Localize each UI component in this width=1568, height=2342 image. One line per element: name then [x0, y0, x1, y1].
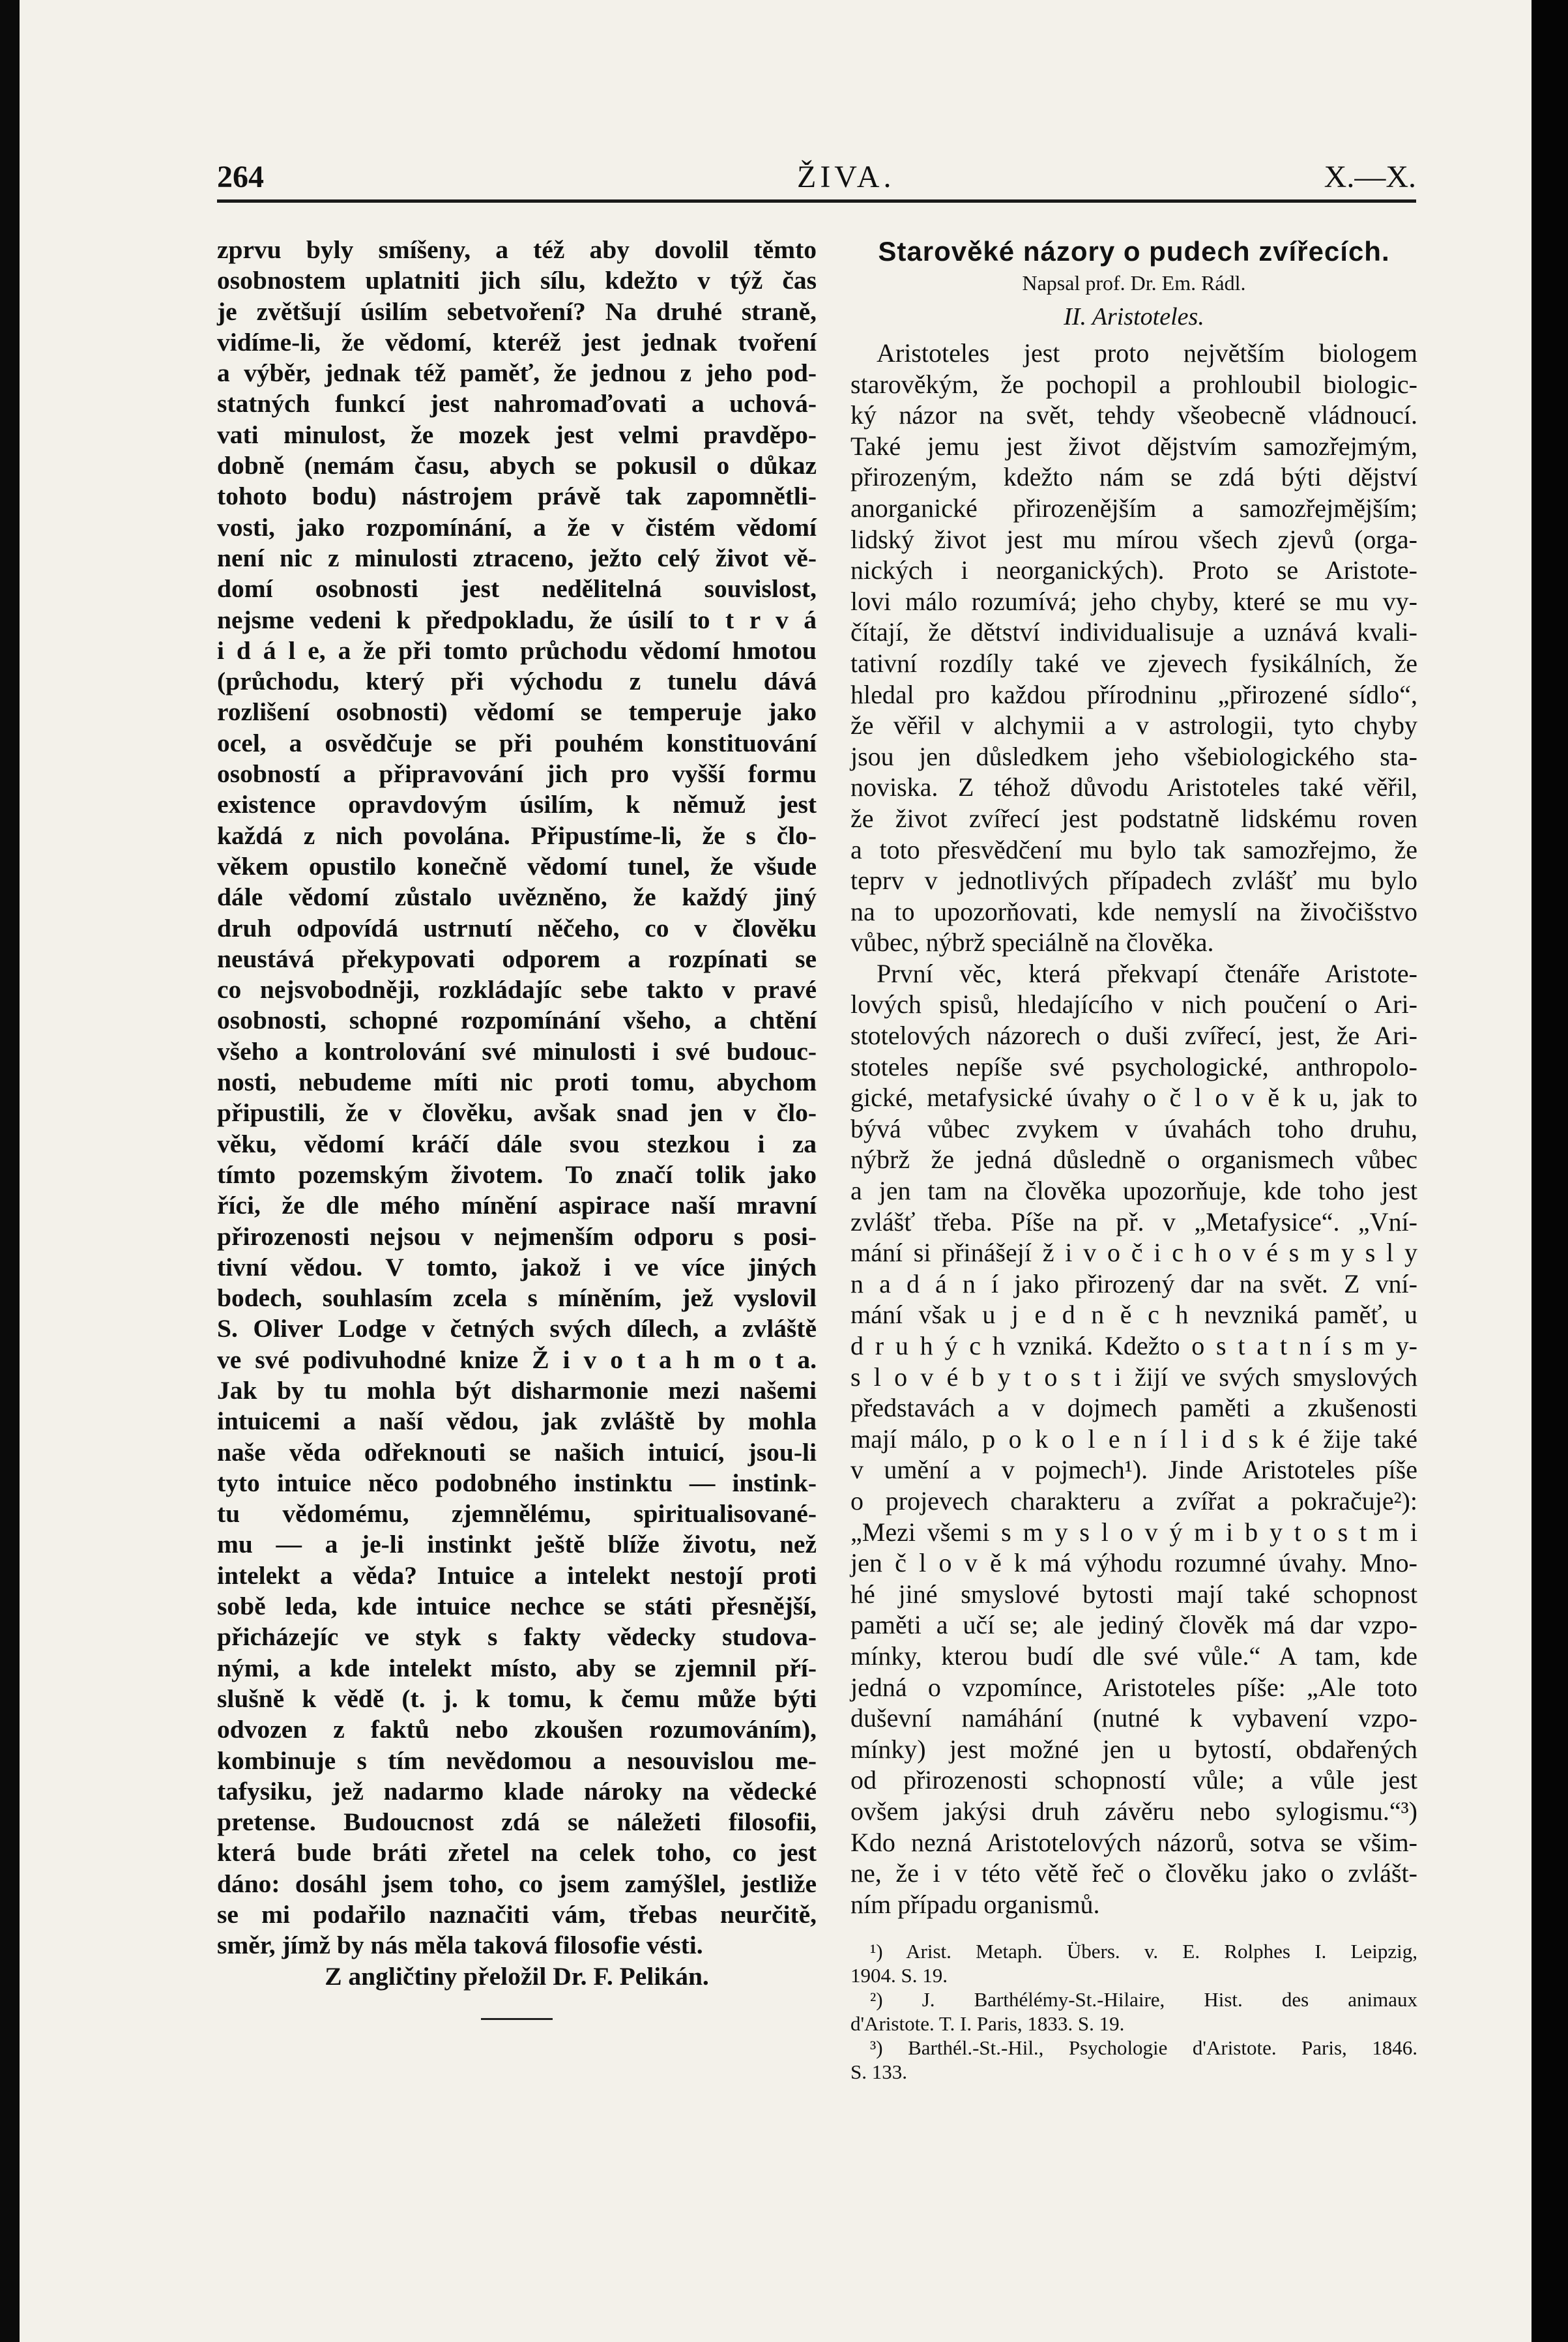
text-line: nými, a kde intelekt místo, aby se zjemnil pří- — [217, 1653, 817, 1682]
text-line: mání si přinášejí ž i v o č i c h o v é s m y s l y — [850, 1238, 1417, 1268]
text-line: co nejsvobodněji, rozkládajíc sebe takto v pravé — [217, 975, 817, 1004]
text-line: ²) J. Barthélémy-St.-Hilaire, Hist. des animaux — [870, 1988, 1417, 2012]
text-line: lidský život jest mu mírou všech zjevů (orga- — [850, 524, 1417, 554]
text-line: že život zvířecí jest podstatně lidskému roven — [850, 803, 1417, 833]
text-line: od přirozenosti schopností vůle; a vůle jest — [850, 1765, 1417, 1795]
text-line: osobností a připravování jich pro vyšší formu — [217, 759, 817, 789]
text-line: věku, vědomí kráčí dále svou stezkou i za — [217, 1129, 817, 1158]
text-line: dobně (nemám času, abych se pokusil o důkaz — [217, 451, 817, 480]
text-line: mání však u j e d n ě c h nevzniká paměť, u — [850, 1300, 1417, 1330]
text-line: anorganické přirozenějším a samozřejmějším; — [850, 493, 1417, 523]
text-line: ³) Barthél.-St.-Hil., Psychologie d'Aristote. Paris, 1846. — [870, 2036, 1417, 2060]
text-line: tu vědomému, zjemnělému, spiritualisované- — [217, 1499, 817, 1529]
text-line: d r u h ý c h vzniká. Kdežto o s t a t n í s m y- — [850, 1331, 1417, 1360]
text-line: jedná o vzpomínce, Aristoteles píše: „Ale toto — [850, 1672, 1417, 1702]
text-line: tativní rozdíly také ve zjevech fysikálních, že — [850, 648, 1417, 678]
text-line: zvlášť třeba. Píše na př. v „Metafysice“. „Vní- — [850, 1207, 1417, 1237]
text-line: představách a v dojmech paměti a zkušenosti — [850, 1393, 1417, 1423]
text-line: všeho a kontrolování své minulosti i své budouc- — [217, 1036, 817, 1066]
text-line: zprvu byly smíšeny, a též aby dovolil těmto — [217, 235, 817, 264]
text-line: mínky, kterou budí dle své vůle.“ A tam, kde — [850, 1641, 1417, 1671]
text-line: S. 133. — [850, 2060, 907, 2084]
text-line: jsou jen důsledkem jeho všebiologického sta- — [850, 741, 1417, 771]
text-line: lovi málo rozumívá; jeho chyby, které se mu vy- — [850, 586, 1417, 616]
text-line: stotelových názorech o duši zvířecí, jest, že Ari- — [850, 1021, 1417, 1051]
text-line: říci, že dle mého mínění aspirace naší mravní — [217, 1191, 817, 1220]
article-title: Starověké názory o pudech zvířecích. — [878, 236, 1390, 267]
text-line: i d á l e, a že při tomto průchodu vědomí hmotou — [217, 636, 817, 665]
right-column — [850, 235, 1417, 2084]
section-heading: II. Aristoteles. — [1064, 303, 1204, 330]
text-line: v umění a v pojmech¹). Jinde Aristoteles píše — [850, 1455, 1417, 1485]
text-line: pretense. Budoucnost zdá se náležeti filosofii, — [217, 1808, 817, 1837]
text-line: tímto pozemským životem. To značí tolik jako — [217, 1160, 817, 1189]
text-line: slušně k vědě (t. j. k tomu, k čemu může býti — [217, 1684, 817, 1713]
text-line: přicházejíc ve styk s fakty vědecky studova- — [217, 1622, 817, 1652]
text-line: mu — a je-li instinkt ještě blíže životu, než — [217, 1530, 817, 1559]
text-line: ne, že i v této větě řeč o člověku jako o zvlášt- — [850, 1858, 1417, 1888]
text-line: bývá vůbec zvykem v úvahách toho druhu, — [850, 1113, 1417, 1143]
text-line: přirozenosti nejsou v nejmenším odporu s posi- — [217, 1222, 817, 1251]
text-line: Kdo nezná Aristotelových názorů, sotva se všim- — [850, 1827, 1417, 1857]
text-line: osobnosti, schopné rozpomínání všeho, a chtění — [217, 1006, 817, 1035]
text-line: ním případu organismů. — [850, 1889, 1100, 1919]
text-line: duševní namáhání (nutné k vybavení vzpo- — [850, 1703, 1417, 1733]
text-line: lových spisů, hledajícího v nich poučení o Ari- — [850, 989, 1417, 1019]
text-line: paměti a učí se; ale jediný člověk má dar vzpo- — [850, 1610, 1417, 1640]
text-line: 1904. S. 19. — [850, 1964, 948, 1987]
text-line: hledal pro každou přírodninu „přirozené sídlo“, — [850, 679, 1417, 709]
right-column-text — [850, 338, 1417, 1920]
text-line: není nic z minulosti ztraceno, ježto celý život vě- — [217, 543, 817, 572]
text-line: sobě leda, kde intuice nechce se státi přesnější, — [217, 1592, 817, 1621]
text-line: odvozen z faktů nebo zkoušen rozumováním), — [217, 1715, 817, 1744]
text-line: dále vědomí zůstalo uvězněno, že každý jiný — [217, 883, 817, 912]
text-line: rozlišení osobnosti) vědomí se temperuje jako — [217, 697, 817, 727]
text-line: a jen tam na člověka upozorňuje, kde toho jest — [850, 1176, 1417, 1206]
text-line: připustili, že v člověku, avšak snad jen v člo- — [217, 1098, 817, 1128]
text-line: tohoto bodu) nástrojem právě tak zapomnětli- — [217, 482, 817, 511]
text-line: je zvětšují úsilím sebetvoření? Na druhé straně, — [217, 297, 817, 326]
text-line: S. Oliver Lodge v četných svých dílech, a zvláště — [217, 1314, 817, 1343]
text-line: čítají, že dětství individualisuje a uznává kvali- — [850, 617, 1417, 647]
scan-border — [1532, 0, 1568, 2342]
journal-title: ŽIVA. — [797, 160, 895, 194]
text-line: neustává překypovati odporem a rozpínati se — [217, 944, 817, 973]
end-rule — [481, 2018, 553, 2020]
text-line: že věřil v alchymii a v astrologii, tyto chyby — [850, 710, 1417, 740]
text-line: kombinuje s tím nevědomou a nesouvislou me- — [217, 1746, 817, 1775]
text-line: nosti, nebudeme míti nic proti tomu, abychom — [217, 1068, 817, 1097]
footnotes — [850, 1939, 1417, 2084]
text-line: (průchodu, který při východu z tunelu dává — [217, 667, 817, 696]
text-line: o projevech charakteru a zvířat a pokračuje²): — [850, 1486, 1417, 1515]
text-line: ký názor na svět, tehdy všeobecně vládnoucí. — [850, 400, 1417, 430]
text-line: mínky) jest možné jen u bytostí, obdařených — [850, 1734, 1417, 1764]
text-line: domí osobnosti jest nedělitelná souvislost, — [217, 574, 817, 604]
text-line: vůbec, nýbrž speciálně na člověka. — [850, 928, 1214, 958]
text-line: směr, jímž by nás měla taková filosofie vésti. — [217, 1931, 703, 1960]
text-line: nejsme vedeni k předpokladu, že úsilí to t r v á — [217, 605, 817, 634]
text-line: d'Aristote. T. I. Paris, 1833. S. 19. — [850, 2012, 1125, 2036]
text-line: První věc, která překvapí čtenáře Aristote- — [877, 958, 1417, 988]
text-line: nýbrž že jedná důsledně o organismech vůbec — [850, 1145, 1417, 1175]
text-line: s l o v é b y t o s t i žijí ve svých smyslových — [850, 1362, 1417, 1392]
text-line: tivní vědou. V tomto, jakož i ve více jiných — [217, 1252, 817, 1281]
text-line: existence opravdovým úsilím, k němuž jest — [217, 790, 817, 819]
text-line: tyto intuice něco podobného instinktu — instink- — [217, 1468, 817, 1497]
text-line: ¹) Arist. Metaph. Übers. v. E. Rolphes I. Leipzig, — [870, 1940, 1417, 1963]
text-line: na to upozorňovati, kde nemyslí na živočišstvo — [850, 896, 1417, 926]
article-author: Napsal prof. Dr. Em. Rádl. — [1022, 271, 1246, 295]
left-column — [217, 235, 817, 2020]
text-line: mají málo, p o k o l e n í l i d s k é žije také — [850, 1424, 1417, 1454]
text-line: Aristoteles jest proto největším biologem — [877, 338, 1417, 368]
text-line: n a d á n í jako přirozený dar na svět. Z vní- — [850, 1268, 1417, 1298]
text-line: gické, metafysické úvahy o č l o v ě k u, jak to — [850, 1083, 1417, 1113]
text-line: hé jiné smyslové bytosti mají také schopnost — [850, 1579, 1417, 1609]
text-line: bodech, souhlasím zcela s míněním, jež vyslovil — [217, 1283, 817, 1313]
text-line: osobnostem uplatniti jich sílu, kdežto v týž čas — [217, 266, 817, 295]
left-column-text — [217, 235, 817, 1961]
text-line: Jak by tu mohla být disharmonie mezi našemi — [217, 1375, 817, 1405]
text-line: naše věda odřeknouti se našich intuicí, jsou-li — [217, 1437, 817, 1467]
text-line: tafysiku, jež nadarmo klade nároky na vědecké — [217, 1776, 817, 1806]
text-line: „Mezi všemi s m y s l o v ý m i b y t o s t m i — [850, 1517, 1417, 1547]
text-line: statných funkcí jest nahromaďovati a uchová- — [217, 389, 817, 418]
text-line: intuicemi a naší vědou, jak zvláště by mohla — [217, 1407, 817, 1436]
text-line: ovšem jakýsi druh závěru nebo sylogismu.“³) — [850, 1796, 1417, 1826]
text-line: druh odpovídá ustrnutí něčeho, co v člověku — [217, 913, 817, 943]
text-line: jen č l o v ě k má výhodu rozumné úvahy. Mno- — [850, 1548, 1417, 1578]
text-line: každá z nich povolána. Připustíme-li, že s člo- — [217, 821, 817, 850]
text-line: stoteles nepíše své psychologické, anthropolo- — [850, 1051, 1417, 1081]
text-line: věkem opustilo konečně vědomí tunel, že všude — [217, 851, 817, 881]
text-line: starověkým, že pochopil a prohloubil biologic- — [850, 369, 1417, 399]
running-header — [217, 151, 1416, 203]
text-line: ve své podivuhodné knize Ž i v o t a h m o t a. — [217, 1345, 817, 1374]
header-rule — [217, 199, 1416, 203]
text-line: přirozeným, kdežto nám se zdá býti dějství — [850, 462, 1417, 492]
text-line: vidíme-li, že vědomí, kteréž jest jednak tvoření — [217, 327, 817, 357]
text-line: noviska. Z téhož důvodu Aristoteles také věřil, — [850, 772, 1417, 802]
text-line: intelekt a věda? Intuice a intelekt nestojí proti — [217, 1560, 817, 1590]
text-line: dáno: dosáhl jsem toho, co jsem zamýšlel, jestliže — [217, 1869, 817, 1898]
text-line: a toto přesvědčení mu bylo tak samozřejmo, že — [850, 834, 1417, 864]
text-line: vati minulost, že mozek jest velmi pravděpo- — [217, 420, 817, 449]
translator-signoff: Z angličtiny přeložil Dr. F. Pelikán. — [325, 1961, 709, 1991]
issue-number: X.—X. — [1324, 160, 1416, 194]
text-line: vosti, jako rozpomínání, a že v čistém vědomí — [217, 512, 817, 542]
text-line: se mi podařilo naznačiti vám, třebas neurčitě, — [217, 1900, 817, 1929]
text-line: Také jemu jest život dějstvím samozřejmým, — [850, 431, 1417, 461]
text-line: teprv v jednotlivých případech zvlášť mu bylo — [850, 866, 1417, 896]
page-number: 264 — [217, 160, 264, 194]
text-line: nických i neorganických). Proto se Aristote- — [850, 555, 1417, 585]
text-line: a výběr, jednak též paměť, že jednou z jeho pod- — [217, 359, 817, 388]
text-line: která bude bráti zřetel na celek toho, co jest — [217, 1838, 817, 1867]
text-line: ocel, a osvědčuje se při pouhém konstituování — [217, 728, 817, 757]
